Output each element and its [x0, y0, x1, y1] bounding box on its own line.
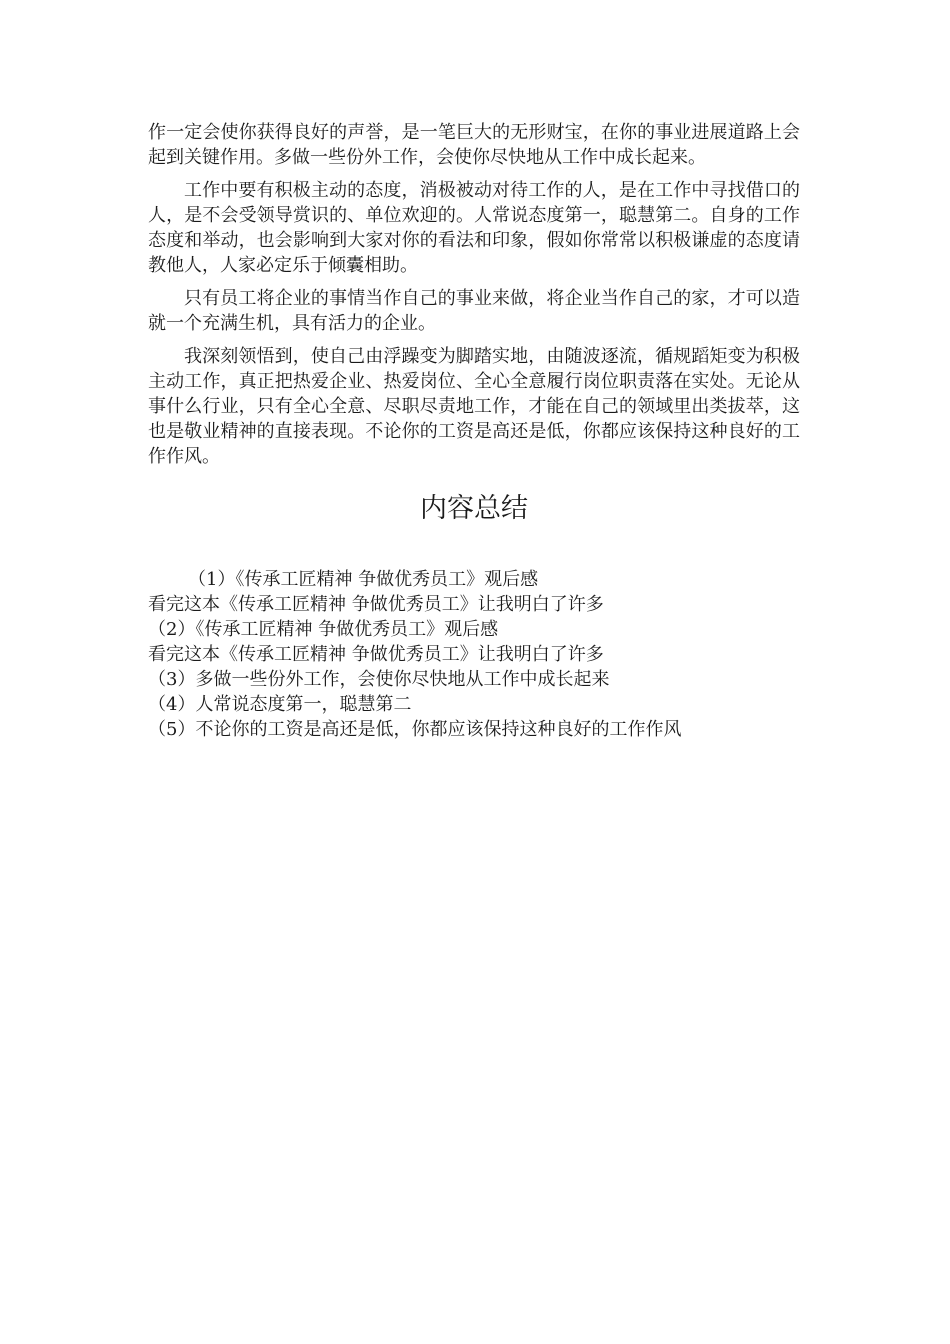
body-paragraph-1: 作一定会使你获得良好的声誉，是一笔巨大的无形财宝，在你的事业进展道路上会起到关键作用。多做一些份外工作，会使你尽快地从工作中成长起来。 [148, 122, 800, 168]
document-page [148, 120, 800, 742]
body-paragraph-4: 我深刻领悟到，使自己由浮躁变为脚踏实地，由随波逐流，循规蹈矩变为积极主动工作，真正把热爱企业、热爱岗位、全心全意履行岗位职责落在实处。无论从事什么行业，只有全心全意、尽职尽责地工作，才能在自己的领域里出类拔萃，这也是敬业精神的直接表现。不论你的工资是高还是低，你都应该保持这种良好的工作作风。 [148, 346, 800, 467]
body-paragraph-2: 工作中要有积极主动的态度，消极被动对待工作的人，是在工作中寻找借口的人，是不会受领导赏识的、单位欢迎的。人常说态度第一，聪慧第二。自身的工作态度和举动，也会影响到大家对你的看法和印象，假如你常常以积极谦虚的态度请教他人，人家必定乐于倾囊相助。 [148, 180, 800, 276]
summary-line-6: （4）人常说态度第一，聪慧第二 [148, 694, 412, 715]
body-paragraph-3: 只有员工将企业的事情当作自己的事业来做，将企业当作自己的家，才可以造就一个充满生机，具有活力的企业。 [148, 288, 800, 334]
summary-line-5: （3）多做一些份外工作，会使你尽快地从工作中成长起来 [148, 669, 610, 690]
summary-list [148, 567, 800, 742]
summary-title: 内容总结 [420, 493, 528, 524]
summary-line-3: （2）《传承工匠精神 争做优秀员工》观后感 [148, 619, 499, 640]
summary-line-4: 看完这本《传承工匠精神 争做优秀员工》让我明白了许多 [148, 644, 604, 665]
summary-line-2: 看完这本《传承工匠精神 争做优秀员工》让我明白了许多 [148, 594, 604, 615]
summary-line-1: （1）《传承工匠精神 争做优秀员工》观后感 [188, 569, 539, 590]
summary-line-7: （5）不论你的工资是高还是低，你都应该保持这种良好的工作作风 [148, 719, 682, 740]
